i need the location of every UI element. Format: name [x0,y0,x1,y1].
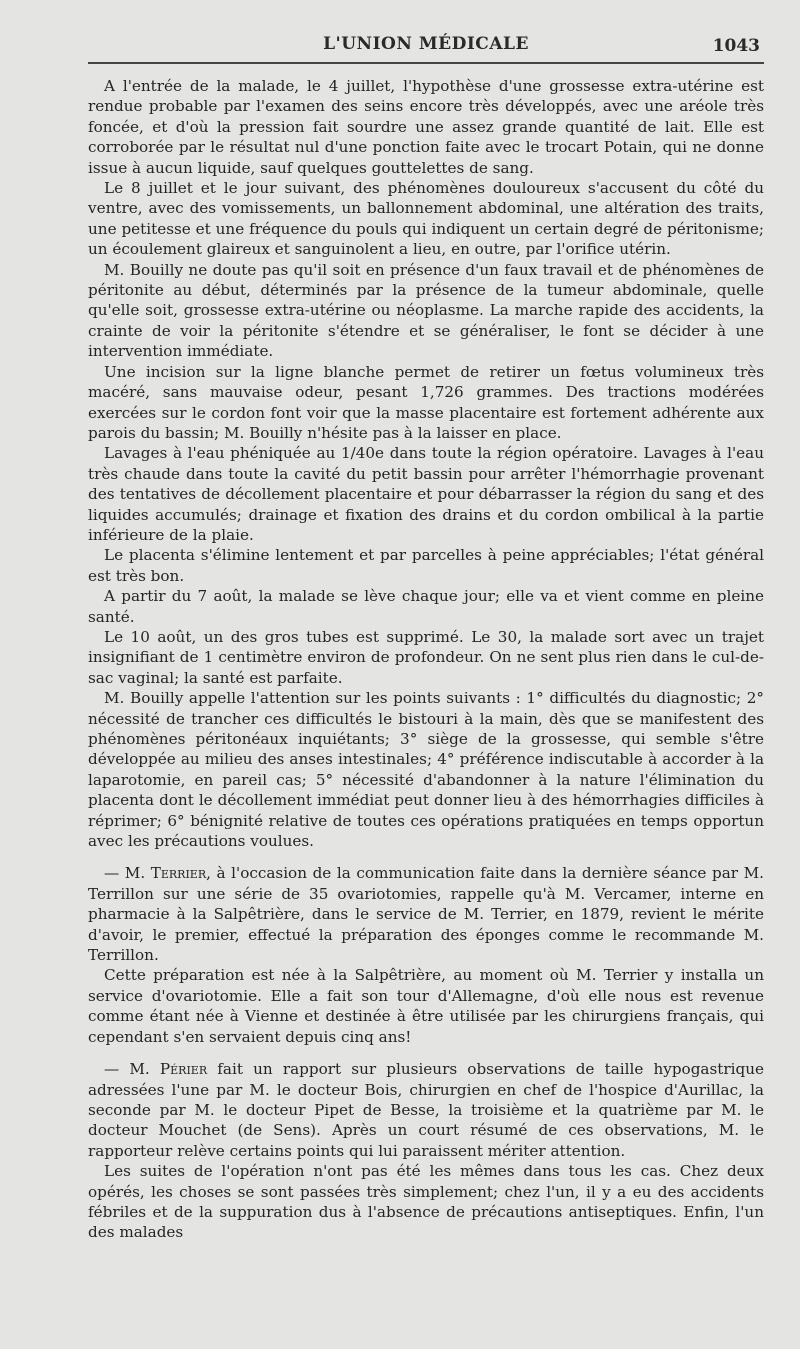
paragraph-bouilly-diagnosis: M. Bouilly ne doute pas qu'il soit en présence d'un faux travail et de phénomènes de péritonite au début, déterminés par la présence de la tumeur abdominale, quelle qu'elle soit, grossesse extra-utérine ou néoplasme. La marche rapide des accidents, la crainte de voir la péritonite s'étendre et se généraliser, le font se décider à une intervention immédiate. [88,260,764,361]
running-head [88,34,764,64]
speaker-perier: Périer [159,1060,208,1079]
perier-text: fait un rapport sur plusieurs observations de taille hypogastrique adressées l'une par M. le docteur Bois, chirurgien en chef de l'hospice d'Aurillac, la seconde par M. le docteur Pipet de Besse, la troisième et la quatrième par M. le docteur Mouchet (de Sens). Après un court résumé de ces observations, M. le rapporteur relève certains points qui lui paraissent mériter attention. [88,1060,764,1160]
page-number: 1043 [712,36,760,56]
paragraph-terrier-followup: Cette préparation est née à la Salpêtrière, au moment où M. Terrier y installa un service d'ovariotomie. Elle a fait son tour d'Allemagne, d'où elle nous est revenue comme étant née à Vienne et destinée à être utilisée par les chirurgiens français, qui cependant s'en servaient depuis cinq ans! [88,966,764,1046]
paragraph-july-8: Le 8 juillet et le jour suivant, des phénomènes douloureux s'accusent du côté du ventre, avec des vomissements, un ballonnement abdominal, une altération des traits, une petitesse et une fréquence du pouls qui indiquent un certain degré de péritonisme; un écoulement glaireux et sanguinolent a lieu, en outre, par l'orifice utérin. [88,179,764,259]
paragraph-admission: A l'entrée de la malade, le 4 juillet, l'hypothèse d'une grossesse extra-utérine est rendue probable par l'examen des seins encore très développés, avec une aréole très foncée, et d'où la pression fait sourdre une assez grande quantité de lait. Elle est corroborée par le résultat nul d'une ponction faite avec le trocart Potain, qui ne donne issue à aucun liquide, sauf quelques gouttelettes de sang. [88,77,764,177]
paragraph-incision: Une incision sur la ligne blanche permet de retirer un fœtus volumineux très macéré, sans mauvaise odeur, pesant 1,726 grammes. Des tractions modérées exercées sur le cordon font voir que la masse placentaire est fortement adhérente aux parois du bassin; M. Bouilly n'hésite pas à la laisser en place. [88,362,764,442]
journal-title: L'UNION MÉDICALE [323,34,529,54]
paragraph-august-10: Le 10 août, un des gros tubes est supprimé. Le 30, la malade sort avec un trajet insignifiant de 1 centimètre environ de profondeur. On ne sent plus rien dans le cul-de-sac vaginal; la santé est parfaite. [88,627,764,687]
paragraph-august-7: A partir du 7 août, la malade se lève chaque jour; elle va et vient comme en pleine santé. [88,587,764,626]
paragraph-perier-followup: Les suites de l'opération n'ont pas été les mêmes dans tous les cas. Chez deux opérés, les choses se sont passées très simplement; chez l'un, il y a eu des accidents fébriles et de la suppuration dus à l'absence de précautions antiseptiques. Enfin, l'un des malades [88,1162,764,1242]
paragraph-lavages: Lavages à l'eau phéniquée au 1/40e dans toute la région opératoire. Lavages à l'eau très chaude dans toute la cavité du petit bassin pour arrêter l'hémorrhagie provenant des tentatives de décollement placentaire et pour débarrasser la région du sang et des liquides accumulés; drainage et fixation des drains et du cordon ombilical à la partie inférieure de la plaie. [88,444,764,544]
terrier-text: , à l'occasion de la communication faite dans la dernière séance par M. Terrillon sur une série de 35 ovariotomies, rappelle qu'à M. Vercamer, interne en pharmacie à la Salpêtrière, dans le service de M. Terrier, en 1879, revient le mérite d'avoir, le premier, effectué la préparation des éponges comme le recommande M. Terrillon. [88,864,764,965]
paragraph-perier [88,1059,764,1161]
speaker-terrier: Terrier [150,864,207,883]
paragraph-bouilly-points: M. Bouilly appelle l'attention sur les points suivants : 1° difficultés du diagnostic; 2° nécessité de trancher ces difficultés le bistouri à la main, dès que se manifestent des phénomènes péritonéaux inquiétants; 3° siège de la grossesse, qui semble s'être développée au milieu des anses intestinales; 4° préférence indiscutable à accorder à la laparotomie, en pareil cas; 5° nécessité d'abandonner à la nature l'élimination du placenta dont le décollement immédiat peut donner lieu à des hémorrhagies difficiles à réprimer; 6° bénignité relative de toutes ces opérations pratiquées en temps opportun avec les précautions voulues. [88,689,764,851]
terrier-lead: — M. [104,864,151,883]
perier-lead: — M. [104,1060,160,1079]
body-text [88,76,764,1243]
paragraph-placenta: Le placenta s'élimine lentement et par parcelles à peine appréciables; l'état général est très bon. [88,546,764,585]
header-rule [88,62,764,64]
paragraph-terrier [88,863,764,965]
